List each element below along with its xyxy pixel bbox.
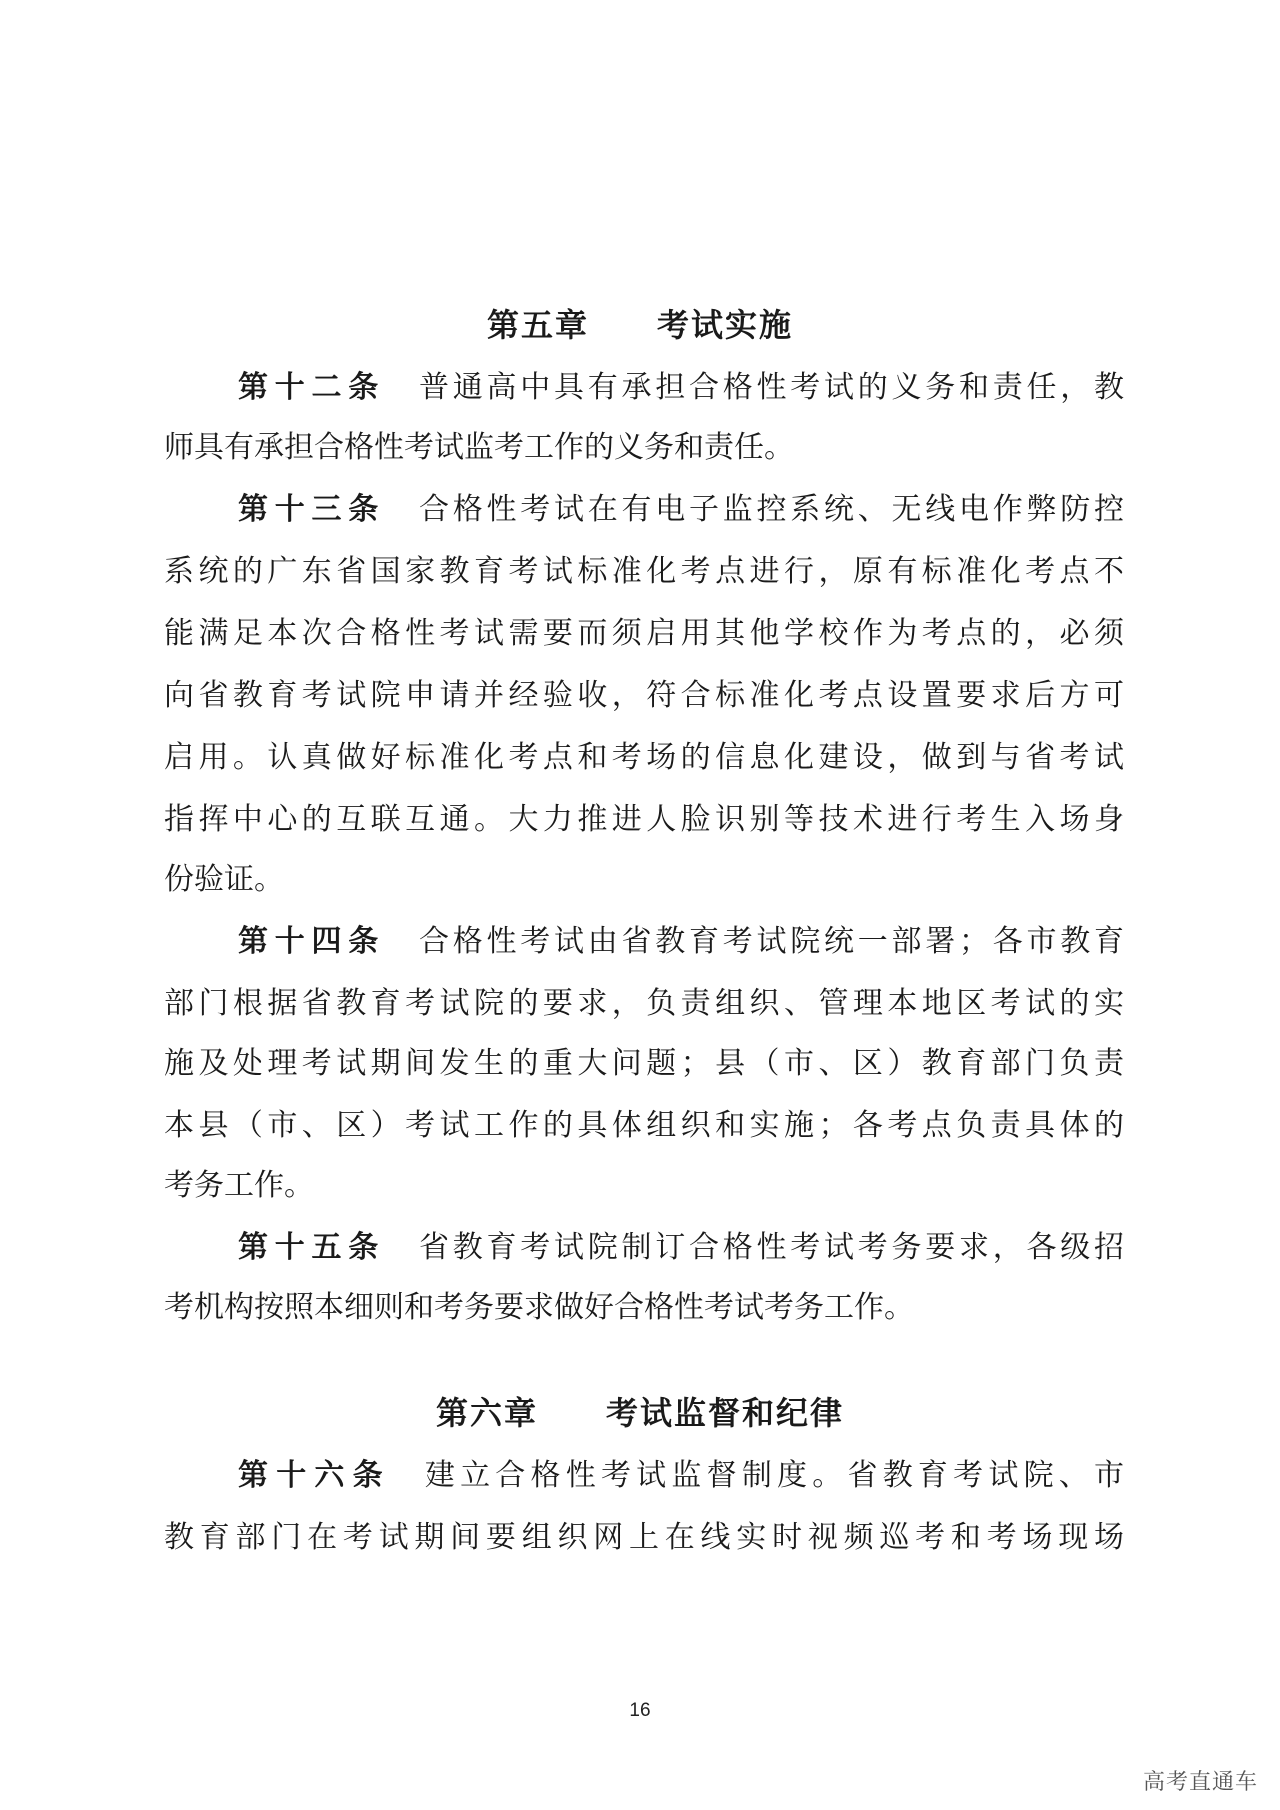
article-15-heading: 第十五条 [238, 1230, 385, 1265]
article-14-line-1 [164, 922, 1124, 962]
article-14-line-3: 施及处理考试期间发生的重大问题；县（市、区）教育部门负责 [164, 1046, 1124, 1081]
article-13-line-2: 系统的广东省国家教育考试标准化考点进行，原有标准化考点不 [164, 554, 1124, 589]
article-15-line-1 [164, 1228, 1124, 1268]
article-16-text-1: 建立合格性考试监督制度。省教育考试院、市 [424, 1458, 1125, 1493]
article-14-heading: 第十四条 [238, 924, 385, 959]
article-15-line-2: 考机构按照本细则和考务要求做好合格性考试考务工作。 [164, 1290, 914, 1325]
article-14-line-4: 本县（市、区）考试工作的具体组织和实施；各考点负责具体的 [164, 1108, 1124, 1143]
article-14-text-1: 合格性考试由省教育考试院统一部署；各市教育 [419, 924, 1124, 959]
article-12-line-2: 师具有承担合格性考试监考工作的义务和责任。 [164, 430, 794, 465]
article-16-heading: 第十六条 [238, 1458, 391, 1493]
page-number: 16 [629, 1700, 651, 1721]
article-12-text-1: 普通高中具有承担合格性考试的义务和责任，教 [419, 370, 1124, 405]
article-13-line-3: 能满足本次合格性考试需要而须启用其他学校作为考点的，必须 [164, 616, 1124, 651]
article-13-line-5: 启用。认真做好标准化考点和考场的信息化建设，做到与省考试 [164, 740, 1124, 775]
article-13-heading: 第十三条 [238, 492, 385, 527]
article-14-line-2: 部门根据省教育考试院的要求，负责组织、管理本地区考试的实 [164, 986, 1124, 1021]
article-16-line-2: 教育部门在考试期间要组织网上在线实时视频巡考和考场现场 [164, 1520, 1124, 1555]
article-14-line-5: 考务工作。 [164, 1168, 314, 1203]
article-13-line-6: 指挥中心的互联互通。大力推进人脸识别等技术进行考生入场身 [164, 802, 1124, 837]
article-13-line-7: 份验证。 [164, 862, 284, 897]
article-13-text-1: 合格性考试在有电子监控系统、无线电作弊防控 [419, 492, 1124, 527]
article-16-line-1 [164, 1456, 1124, 1496]
article-12-heading: 第十二条 [238, 370, 385, 405]
article-12-line-1 [164, 368, 1124, 408]
article-15-text-1: 省教育考试院制订合格性考试考务要求，各级招 [419, 1230, 1124, 1265]
chapter-6-title: 第六章 考试监督和纪律 [435, 1394, 844, 1432]
article-13-line-1 [164, 490, 1124, 530]
article-13-line-4: 向省教育考试院申请并经验收，符合标准化考点设置要求后方可 [164, 678, 1124, 713]
watermark-logo-text: 高考直通车 [1142, 1770, 1258, 1795]
chapter-5-title: 第五章 考试实施 [486, 306, 793, 344]
